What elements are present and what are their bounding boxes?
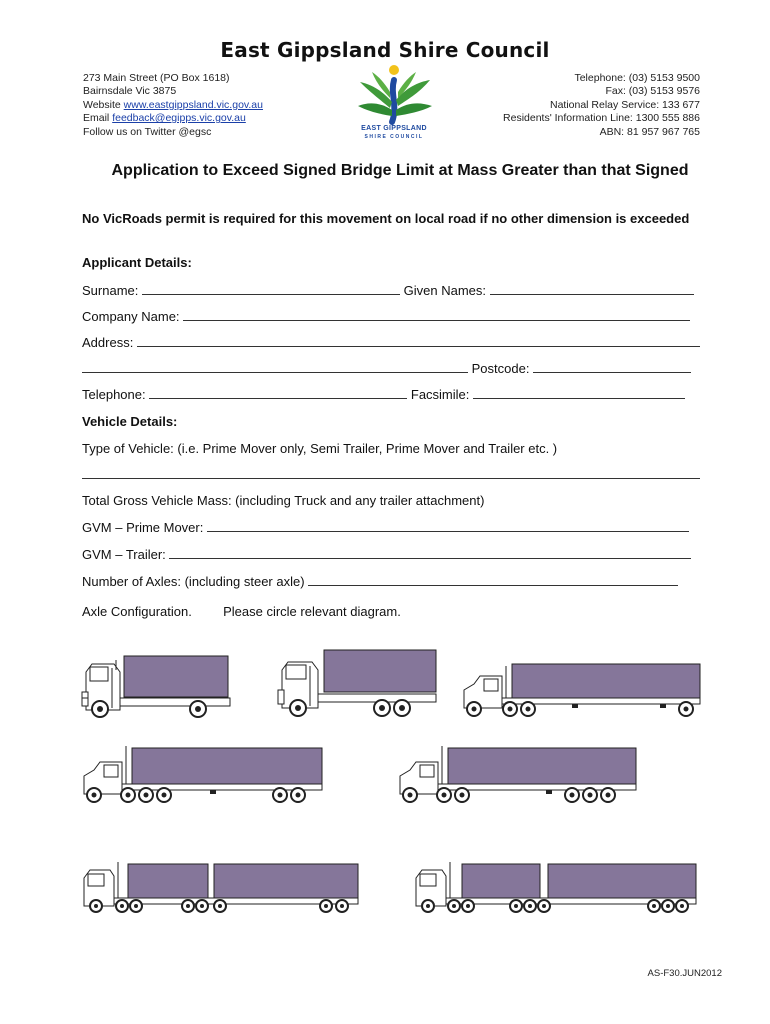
total-gross-label: Total Gross Vehicle Mass: (including Truck and any trailer attachment) [82, 493, 485, 508]
gvm-trailer-field[interactable] [169, 546, 691, 559]
address-field[interactable] [137, 334, 700, 347]
website-link[interactable]: www.eastgippsland.vic.gov.au [123, 98, 263, 111]
rigid-truck-two-axle-diagram[interactable] [80, 652, 232, 718]
applicant-details-heading: Applicant Details: [82, 255, 192, 270]
email-line [83, 112, 263, 125]
surname-label: Surname: [82, 283, 139, 298]
company-label: Company Name: [82, 309, 180, 324]
company-field[interactable] [183, 308, 690, 321]
form-code: AS-F30.JUN2012 [647, 968, 722, 979]
address-field-line-2[interactable] [82, 360, 468, 373]
rigid-truck-three-axle-diagram[interactable] [276, 648, 440, 718]
twitter-line: Follow us on Twitter @egsc [83, 125, 212, 138]
facsimile-label: Facsimile: [410, 387, 470, 402]
relay-line: National Relay Service: 133 677 [549, 98, 700, 111]
address-line-1: 273 Main Street (PO Box 1618) [83, 72, 230, 84]
axles-field[interactable] [308, 573, 678, 586]
vehicle-type-field[interactable] [82, 478, 700, 479]
axle-config-label: Axle Configuration. [82, 604, 192, 619]
axle-config-row [82, 604, 401, 619]
address-postcode-row [82, 360, 691, 376]
company-row [82, 308, 690, 324]
b-double-diagram[interactable] [80, 858, 362, 914]
axles-row [82, 573, 678, 589]
council-contact-block [503, 72, 700, 139]
semi-trailer-four-axle-diagram[interactable] [460, 662, 704, 718]
semi-trailer-six-axle-diagram[interactable] [396, 744, 640, 804]
telephone-line: Telephone: (03) 5153 9500 [574, 72, 700, 84]
telephone-field[interactable] [149, 386, 407, 399]
semi-trailer-five-axle-diagram[interactable] [80, 744, 326, 804]
address-line-2: Bairnsdale Vic 3875 [83, 85, 177, 98]
council-address-block [83, 72, 263, 139]
vehicle-details-heading: Vehicle Details: [82, 414, 178, 429]
postcode-label: Postcode: [471, 361, 530, 376]
address-label: Address: [82, 335, 134, 350]
abn-line: ABN: 81 957 967 765 [599, 125, 700, 138]
email-label: Email [83, 112, 113, 125]
surname-field[interactable] [142, 282, 400, 295]
postcode-field[interactable] [533, 360, 691, 373]
logo-text-line-1: EAST GIPPSLAND [361, 125, 427, 132]
council-name: East Gippsland Shire Council [220, 38, 550, 62]
permit-note: No VicRoads permit is required for this movement on local road if no other dimension is exceeded [82, 211, 690, 226]
email-link[interactable]: feedback@egipps.vic.gov.au [112, 112, 246, 125]
gvm-prime-label: GVM – Prime Mover: [82, 520, 204, 535]
facsimile-field[interactable] [473, 386, 685, 399]
gvm-prime-row [82, 519, 689, 535]
vehicle-type-label: Type of Vehicle: (i.e. Prime Mover only, Semi Trailer, Prime Mover and Trailer etc. ) [82, 441, 558, 456]
circle-note: Please circle relevant diagram. [223, 604, 401, 619]
gvm-trailer-label: GVM – Trailer: [82, 547, 166, 562]
given-names-field[interactable] [490, 282, 694, 295]
website-line [83, 99, 263, 112]
surname-row [82, 282, 694, 298]
given-names-label: Given Names: [403, 283, 486, 298]
b-double-triaxle-diagram[interactable] [412, 858, 700, 914]
gvm-prime-field[interactable] [207, 519, 689, 532]
gvm-trailer-row [82, 546, 691, 562]
axles-label: Number of Axles: (including steer axle) [82, 574, 305, 589]
residents-line: Residents' Information Line: 1300 555 886 [503, 112, 700, 125]
logo-text-line-2: SHIRE COUNCIL [364, 134, 424, 140]
website-label: Website [83, 98, 124, 111]
address-row [82, 334, 700, 350]
form-title: Application to Exceed Signed Bridge Limit at Mass Greater than that Signed [111, 162, 689, 179]
fax-line: Fax: (03) 5153 9576 [605, 85, 700, 98]
logo-wordmark [352, 125, 436, 141]
telephone-row [82, 386, 685, 402]
telephone-label: Telephone: [82, 387, 146, 402]
